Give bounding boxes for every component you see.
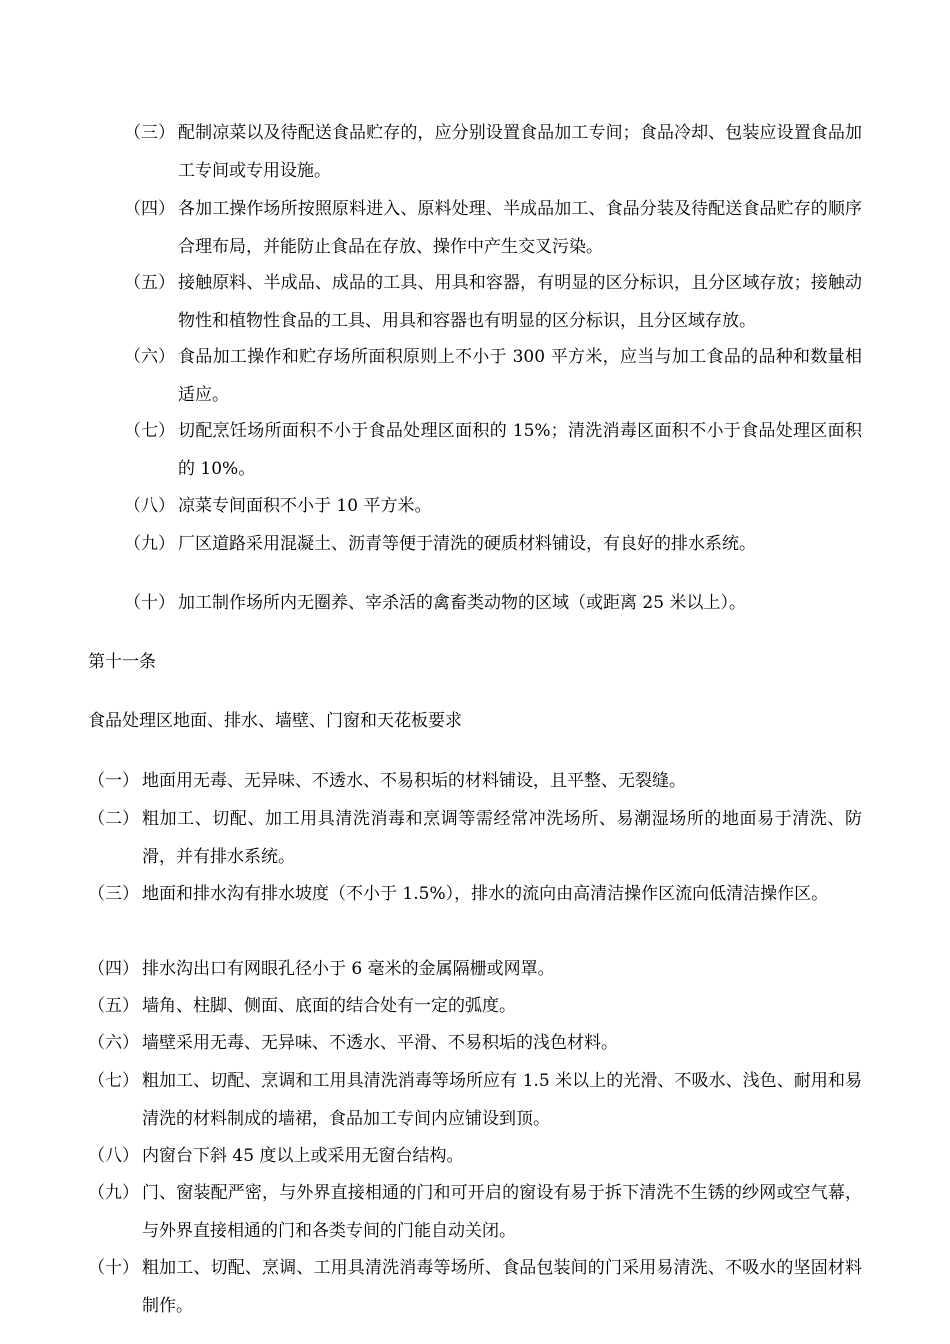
clause-number: （三）: [124, 123, 175, 143]
clause-number: （六）: [88, 1033, 139, 1053]
clause-item: [88, 800, 862, 876]
clause-text: 门、窗装配严密，与外界直接相通的门和可开启的窗设有易于拆下清洗不生锈的纱网或空气幕，与外界直接相通的门和各类专间的门能自动关闭。: [142, 1183, 862, 1241]
article-title: 食品处理区地面、排水、墙壁、门窗和天花板要求: [88, 711, 462, 731]
clause-text: 粗加工、切配、加工用具清洗消毒和烹调等需经常冲洗场所、易潮湿场所的地面易于清洗、防滑，并有排水系统。: [142, 809, 862, 867]
clause-item: [88, 987, 862, 1025]
clause-number: （四）: [88, 959, 139, 979]
clause-item: [88, 1174, 862, 1250]
clause-item: [124, 114, 862, 190]
clause-item: [124, 584, 862, 622]
clause-number: （七）: [88, 1071, 139, 1091]
clause-text: 厂区道路采用混凝土、沥青等便于清洗的硬质材料铺设，有良好的排水系统。: [178, 534, 756, 554]
clause-text: 配制凉菜以及待配送食品贮存的，应分别设置食品加工专间；食品冷却、包装应设置食品加工专间或专用设施。: [178, 123, 862, 181]
clause-text: 食品加工操作和贮存场所面积原则上不小于 300 平方米，应当与加工食品的品种和数量相适应。: [178, 347, 862, 405]
clause-item: [88, 1249, 862, 1325]
clause-item: [124, 264, 862, 340]
clause-text: 切配烹饪场所面积不小于食品处理区面积的 15%；清洗消毒区面积不小于食品处理区面积的 10%。: [178, 421, 862, 479]
clause-number: （三）: [88, 884, 139, 904]
clause-text: 接触原料、半成品、成品的工具、用具和容器，有明显的区分标识，且分区域存放；接触动物性和植物性食品的工具、用具和容器也有明显的区分标识，且分区域存放。: [178, 273, 862, 331]
clause-number: （十）: [88, 1258, 139, 1278]
clause-item: [124, 412, 862, 488]
clause-number: （四）: [124, 199, 175, 219]
clause-number: （八）: [124, 496, 175, 516]
clause-text: 排水沟出口有网眼孔径小于 6 毫米的金属隔栅或网罩。: [142, 959, 555, 979]
clause-text: 地面用无毒、无异味、不透水、不易积垢的材料铺设，且平整、无裂缝。: [142, 771, 686, 791]
clause-number: （二）: [88, 809, 139, 829]
clause-text: 墙壁采用无毒、无异味、不透水、平滑、不易积垢的浅色材料。: [142, 1033, 618, 1053]
clause-number: （五）: [88, 996, 139, 1016]
article-number: 第十一条: [88, 652, 156, 672]
clause-number: （八）: [88, 1146, 139, 1166]
clause-item: [88, 1024, 862, 1062]
clause-text: 墙角、柱脚、侧面、底面的结合处有一定的弧度。: [142, 996, 516, 1016]
clause-text: 粗加工、切配、烹调和工用具清洗消毒等场所应有 1.5 米以上的光滑、不吸水、浅色、耐用和易清洗的材料制成的墙裙，食品加工专间内应铺设到顶。: [142, 1071, 862, 1129]
clause-text: 各加工操作场所按照原料进入、原料处理、半成品加工、食品分装及待配送食品贮存的顺序合理布局，并能防止食品在存放、操作中产生交叉污染。: [178, 199, 862, 257]
clause-item: [88, 762, 862, 800]
clause-number: （六）: [124, 347, 175, 367]
clause-number: （九）: [124, 534, 175, 554]
clause-item: [124, 190, 862, 266]
clause-text: 内窗台下斜 45 度以上或采用无窗台结构。: [142, 1146, 464, 1166]
clause-text: 凉菜专间面积不小于 10 平方米。: [178, 496, 432, 516]
clause-text: 粗加工、切配、烹调、工用具清洗消毒等场所、食品包装间的门采用易清洗、不吸水的坚固材料制作。: [142, 1258, 862, 1316]
clause-item: [124, 338, 862, 414]
clause-number: （十）: [124, 593, 175, 613]
clause-number: （九）: [88, 1183, 139, 1203]
clause-item: [88, 1137, 862, 1175]
clause-item: [88, 875, 862, 913]
clause-item: [88, 950, 862, 988]
clause-item: [124, 487, 862, 525]
clause-text: 地面和排水沟有排水坡度（不小于 1.5%），排水的流向由高清洁操作区流向低清洁操作区。: [142, 884, 829, 904]
clause-item: [124, 525, 862, 563]
clause-number: （七）: [124, 421, 175, 441]
clause-text: 加工制作场所内无圈养、宰杀活的禽畜类动物的区域（或距离 25 米以上）。: [178, 593, 746, 613]
clause-number: （一）: [88, 771, 139, 791]
clause-number: （五）: [124, 273, 175, 293]
clause-item: [88, 1062, 862, 1138]
